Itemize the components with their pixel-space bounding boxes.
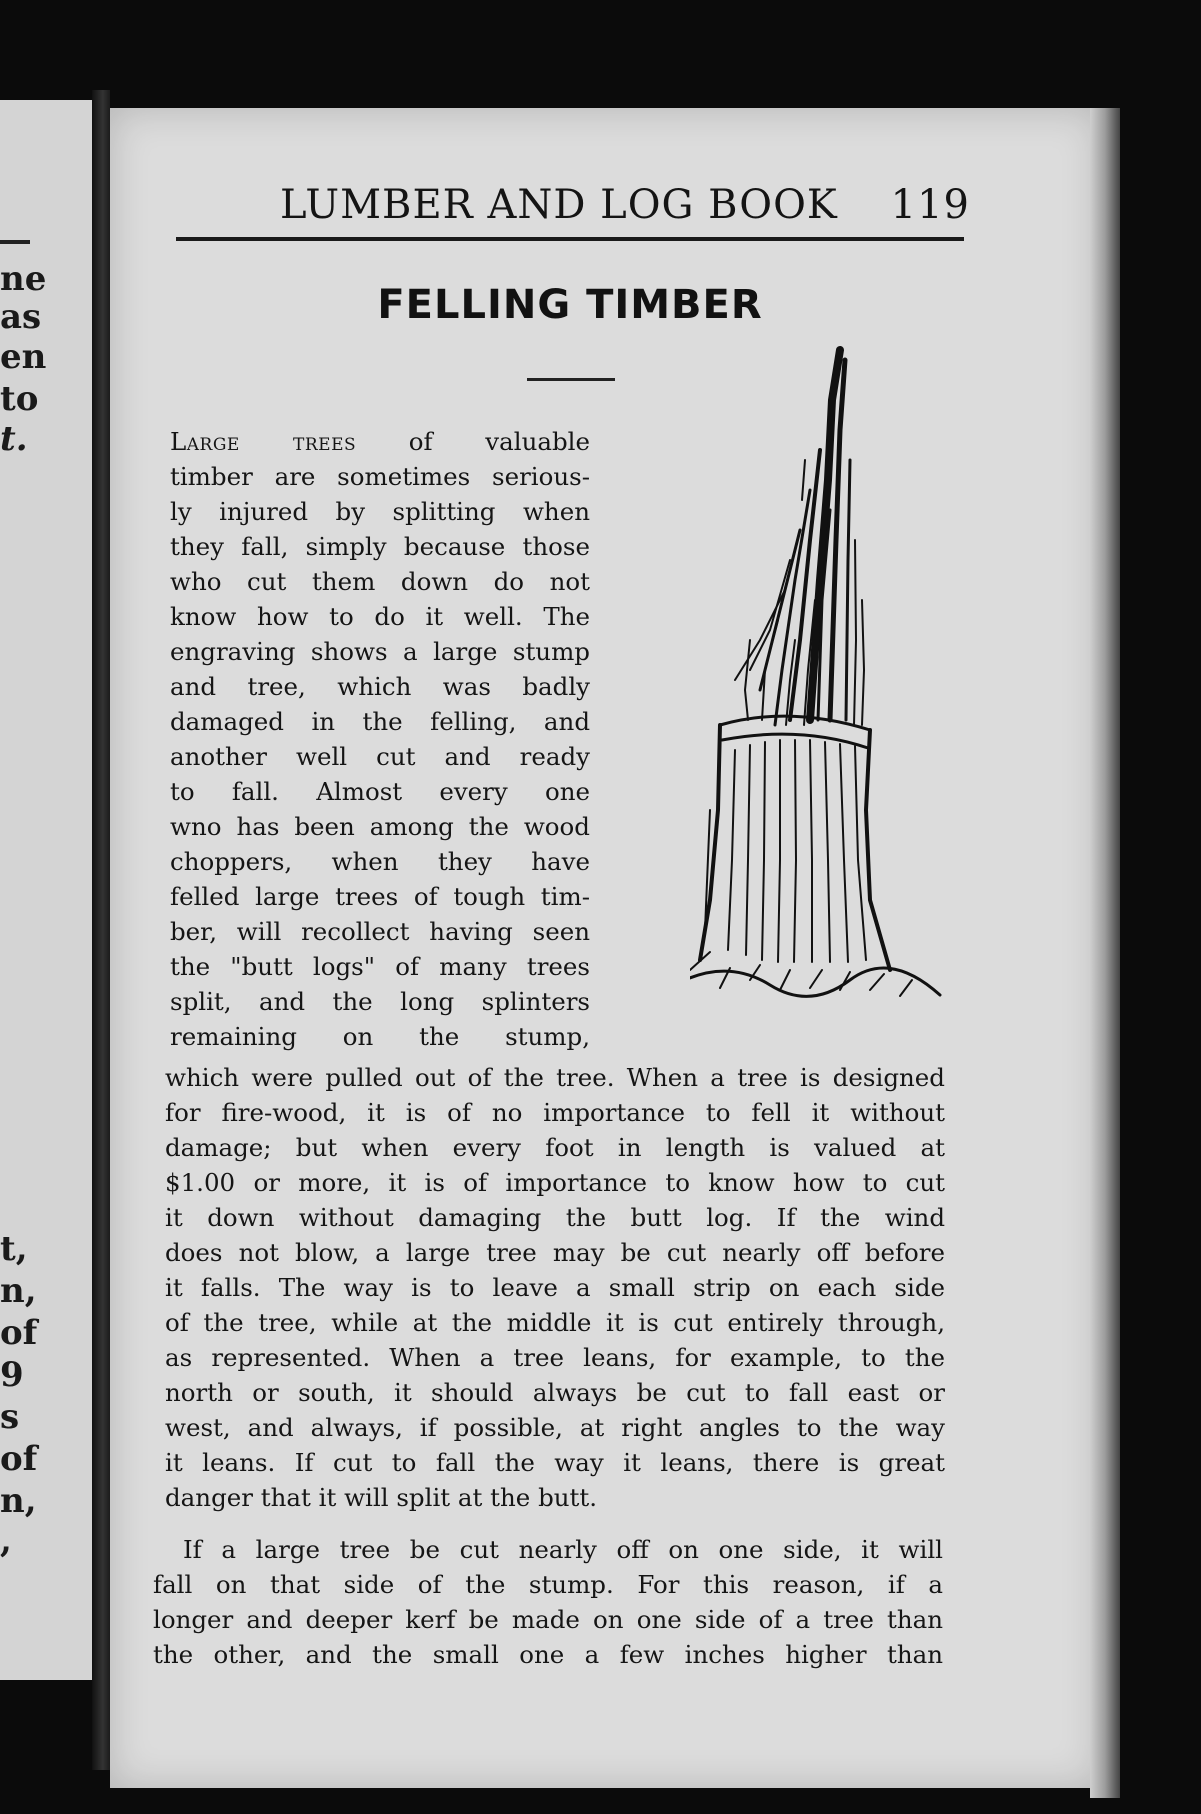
text-line: danger that it will split at the butt. [165,1483,598,1512]
previous-page-fragment: t. [0,419,28,459]
text-line: $1.00 or more, it is of importance to know how to cut [165,1168,945,1197]
text-line: longer and deeper kerf be made on one side of a tree than [153,1605,943,1634]
running-head [170,182,970,242]
page-number: 119 [890,182,970,228]
tree-stump-engraving-icon [690,340,950,1030]
previous-page-fragment: 9 [0,1355,24,1395]
text-line: damaged in the felling, and [170,707,590,736]
text-line: timber are sometimes serious- [170,462,590,491]
previous-page-fragment: as [0,297,42,337]
text-line: fall on that side of the stump. For this reason, if a [153,1570,943,1599]
text-line: the "butt logs" of many trees [170,952,590,981]
text-line: engraving shows a large stump [170,637,590,666]
text-line: ber, will recollect having seen [170,917,590,946]
text-line: it down without damaging the butt log. If the wind [165,1203,945,1232]
text-line: another well cut and ready [170,742,590,771]
previous-page-fragment: , [0,1521,12,1561]
text-line: west, and always, if possible, at right angles to the way [165,1413,945,1442]
text-line: choppers, when they have [170,847,590,876]
text-line: of the tree, while at the middle it is cut entirely through, [165,1308,945,1337]
text-line: for fire-wood, it is of no importance to fell it without [165,1098,945,1127]
previous-page-fragment: en [0,337,47,377]
text-line: Large trees of valuable [170,427,590,456]
text-line: damage; but when every foot in length is valued at [165,1133,945,1162]
text-line: which were pulled out of the tree. When a tree is designed [165,1063,945,1092]
text-line: it leans. If cut to fall the way it leans, there is great [165,1448,945,1477]
chapter-title: FELLING TIMBER [377,282,763,328]
previous-page-rule [0,240,30,244]
text-line: wno has been among the wood [170,812,590,841]
previous-page-fragment: n, [0,1481,37,1521]
text-line: who cut them down do not [170,567,590,596]
previous-page-fragment: of [0,1439,38,1479]
text-line: If a large tree be cut nearly off on one side, it will [183,1535,943,1564]
text-line: remaining on the stump, [170,1022,590,1051]
text-line: and tree, which was badly [170,672,590,701]
previous-page-fragment: to [0,379,39,419]
title-dash [527,378,615,381]
previous-page-fragment: s [0,1397,20,1437]
previous-page-fragment: of [0,1313,38,1353]
previous-page-fragment: n, [0,1271,37,1311]
text-line: split, and the long splinters [170,987,590,1016]
text-line: north or south, it should always be cut to fall east or [165,1378,945,1407]
text-line: does not blow, a large tree may be cut nearly off before [165,1238,945,1267]
running-head-rule [176,237,964,241]
text-line: ly injured by splitting when [170,497,590,526]
previous-page-fragment: t, [0,1229,28,1269]
text-line: as represented. When a tree leans, for example, to the [165,1343,945,1372]
text-line: know how to do it well. The [170,602,590,631]
page-edge [1090,108,1120,1798]
text-line: it falls. The way is to leave a small strip on each side [165,1273,945,1302]
text-line: the other, and the small one a few inches higher than [153,1640,943,1669]
text-line: felled large trees of tough tim- [170,882,590,911]
previous-page-fragment: ne [0,259,47,299]
drop-words: Large trees [170,427,357,456]
book-gutter [92,90,110,1770]
book-title: LUMBER AND LOG BOOK [280,182,838,228]
previous-page-edge [0,100,92,1680]
text-line: they fall, simply because those [170,532,590,561]
text-line: to fall. Almost every one [170,777,590,806]
